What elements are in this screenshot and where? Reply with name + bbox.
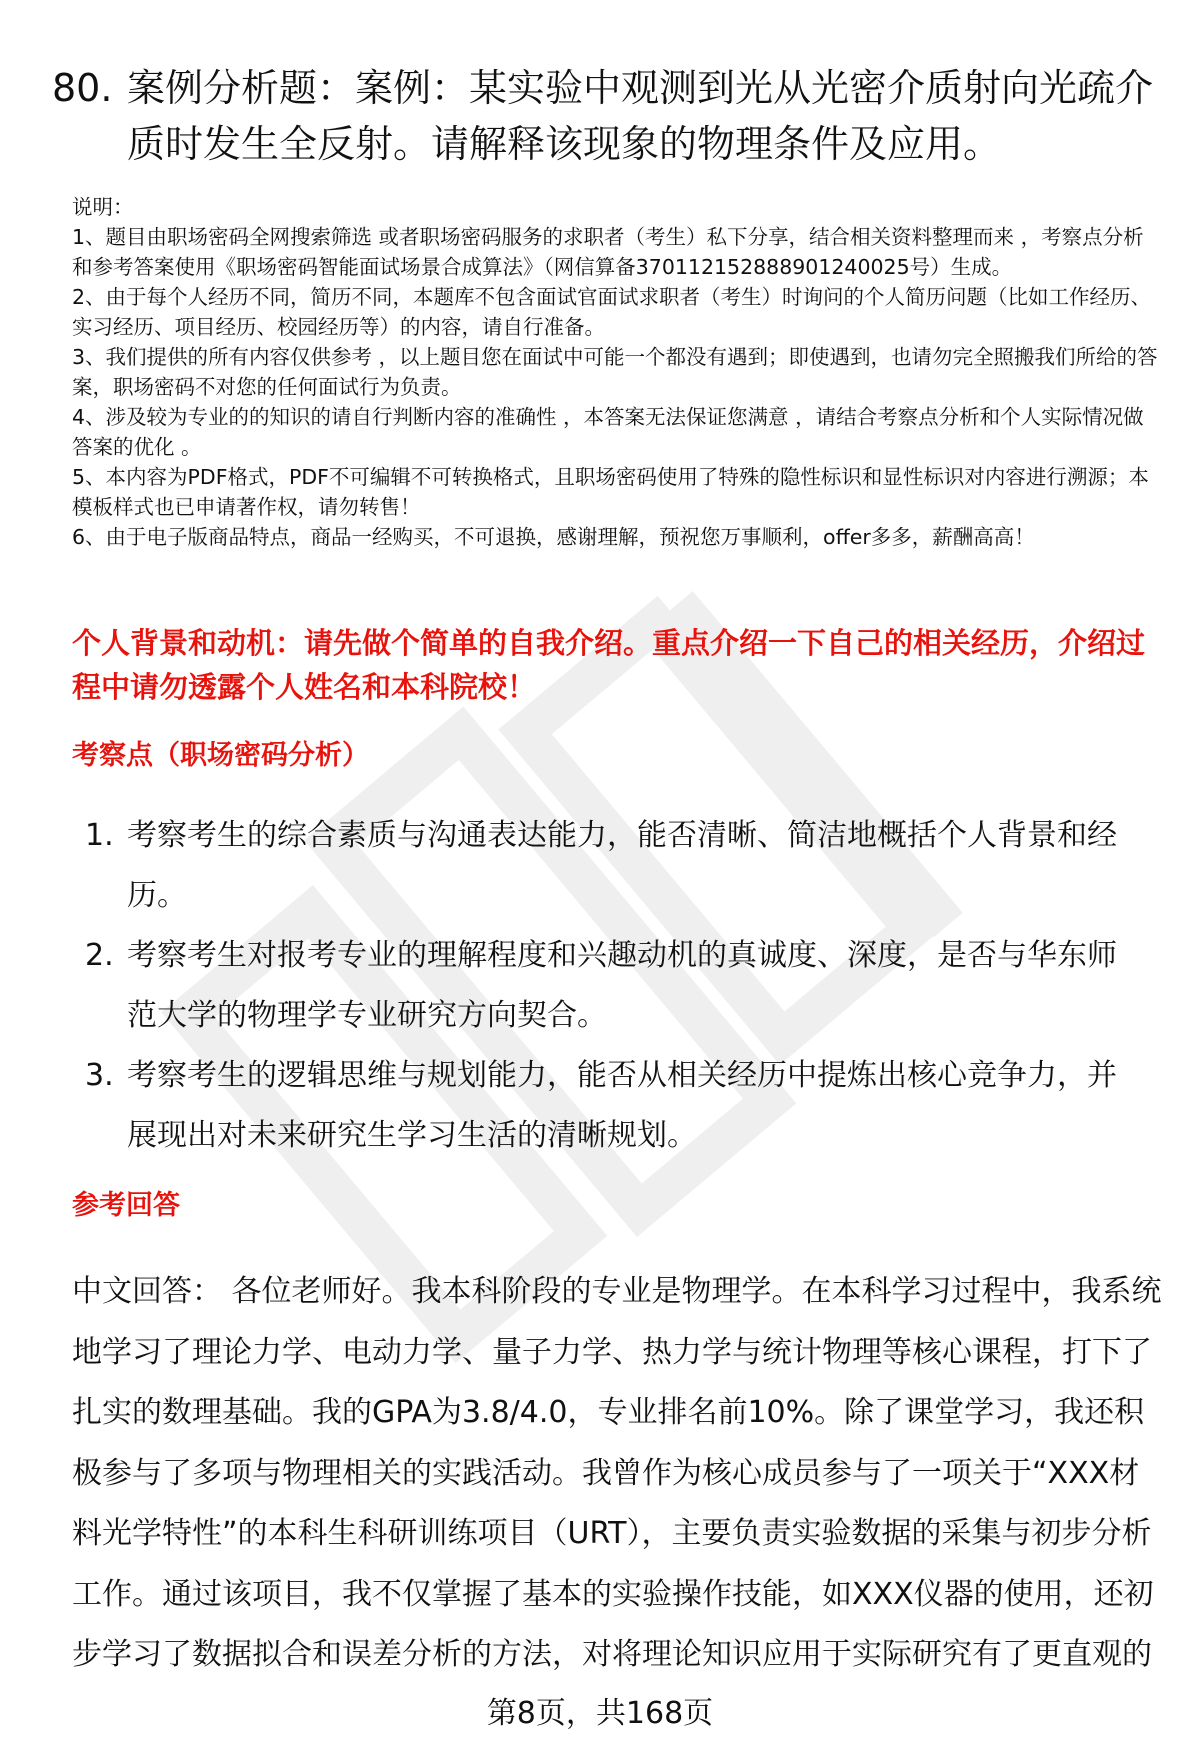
- notes-title: 说明：: [72, 195, 134, 219]
- question-text: 案例分析题：案例：某实验中观测到光从光密介质射向光疏介质时发生全反射。请解释该现象的物理条件及应用。: [127, 66, 1154, 166]
- list-item-text: 考察考生的综合素质与沟通表达能力，能否清晰、简洁地概括个人背景和经历。: [127, 818, 1117, 913]
- list-item: [85, 1046, 1127, 1166]
- list-item-number: 3.: [85, 1058, 114, 1093]
- reference-heading: 参考回答: [72, 1190, 180, 1221]
- answer-text: 中文回答： 各位老师好。我本科阶段的专业是物理学。在本科学习过程中，我系统地学习了理论力学、电动力学、量子力学、热力学与统计物理等核心课程，打下了扎实的数理基础。我的GPA为3.8/4.0，专业排名前10%。除了课堂学习，我还积极参与了多项与物理相关的实践活动。我曾作为核心成员参与了一项关于“XXX材料光学特性”的本科生科研训练项目（URT），主要负责实验数据的采集与初步分析工作。通过该项目，我不仅掌握了基本的实验操作技能，如XXX仪器的使用，还初步学习了数据拟合和误差分析的方法，对将理论知识应用于实际研究有了更直观的: [72, 1274, 1162, 1672]
- note-item: 1、题目由职场密码全网搜索筛选 或者职场密码服务的求职者（考生）私下分享，结合相关资料整理而来 ，考察点分析和参考答案使用《职场密码智能面试场景合成算法》（网信算备370112152888901240025号）生成。: [72, 225, 1144, 279]
- list-item-number: 1.: [85, 818, 114, 853]
- question-number: 80.: [52, 66, 113, 110]
- note-item: 5、本内容为PDF格式，PDF不可编辑不可转换格式，且职场密码使用了特殊的隐性标识和显性标识对内容进行溯源；本模板样式也已申请著作权，请勿转售！: [72, 465, 1149, 519]
- background-heading: 个人背景和动机：请先做个简单的自我介绍。重点介绍一下自己的相关经历，介绍过程中请勿透露个人姓名和本科院校！: [72, 626, 1146, 704]
- page-footer: 第8页，共168页: [486, 1696, 714, 1731]
- list-item: [85, 926, 1127, 1046]
- analysis-points-list: [85, 806, 1145, 1166]
- notes-section: [72, 192, 1162, 552]
- note-item: 2、由于每个人经历不同，简历不同，本题库不包含面试官面试求职者（考生）时询问的个人简历问题（比如工作经历、实习经历、项目经历、校园经历等）的内容，请自行准备。: [72, 285, 1152, 339]
- note-item: 6、由于电子版商品特点，商品一经购买，不可退换，感谢理解，预祝您万事顺利，offer多多，薪酬高高！: [72, 525, 1035, 549]
- list-item: [85, 806, 1127, 926]
- question-block: [52, 60, 1162, 172]
- note-item: 4、涉及较为专业的的知识的请自行判断内容的准确性 ，本答案无法保证您满意 ，请结合考察点分析和个人实际情况做答案的优化 。: [72, 405, 1144, 459]
- list-item-text: 考察考生对报考专业的理解程度和兴趣动机的真诚度、深度，是否与华东师范大学的物理学专业研究方向契合。: [127, 938, 1117, 1033]
- list-item-text: 考察考生的逻辑思维与规划能力，能否从相关经历中提炼出核心竞争力，并展现出对未来研究生学习生活的清晰规划。: [127, 1058, 1117, 1153]
- list-item-number: 2.: [85, 938, 114, 973]
- analysis-heading: 考察点（职场密码分析）: [72, 740, 369, 771]
- note-item: 3、我们提供的所有内容仅供参考 ，以上题目您在面试中可能一个都没有遇到；即使遇到，也请勿完全照搬我们所给的答案，职场密码不对您的任何面试行为负责。: [72, 345, 1158, 399]
